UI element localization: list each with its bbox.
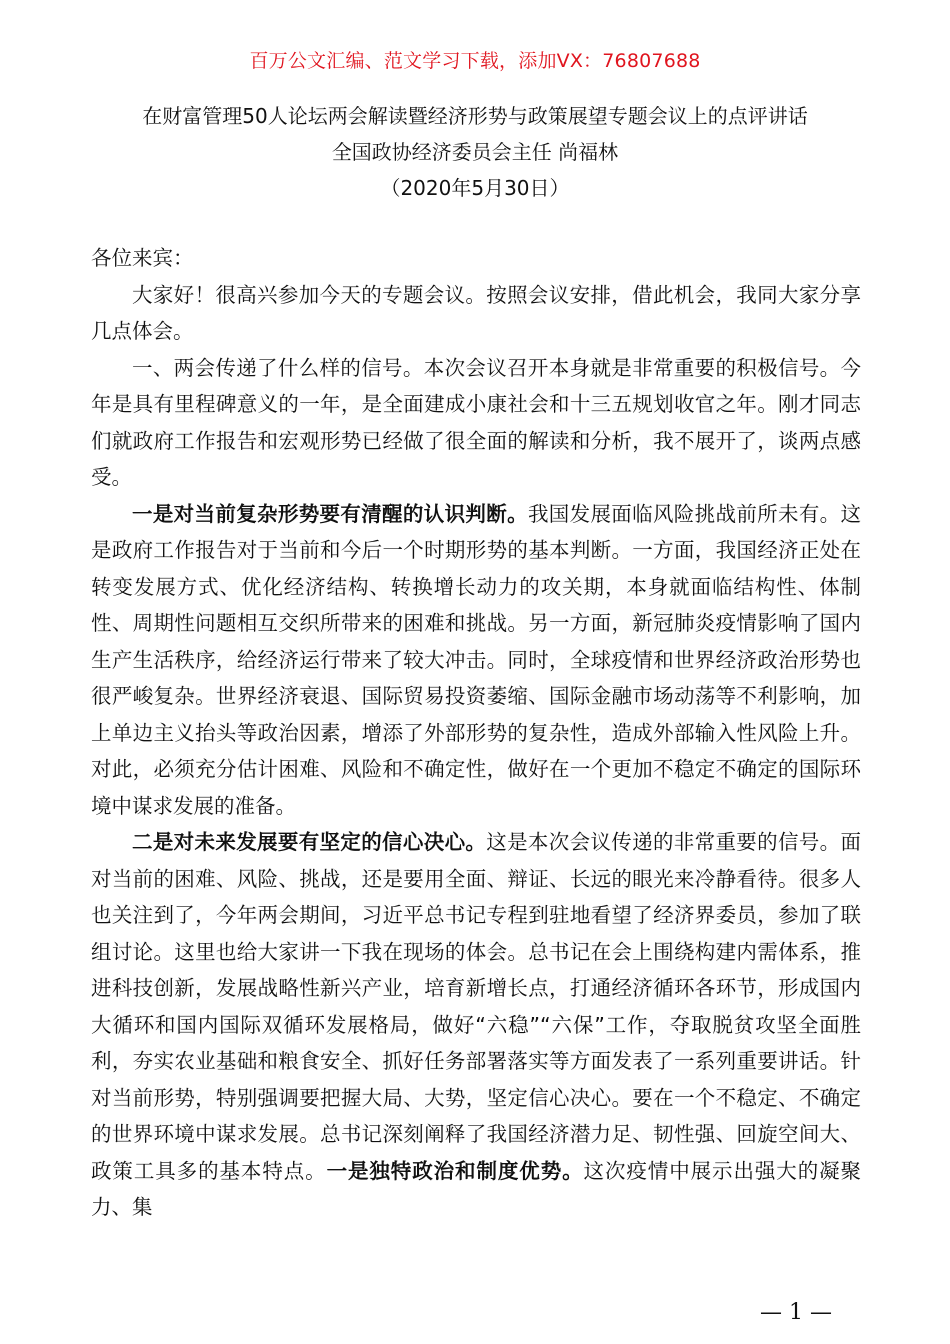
paragraph-4-text-continued: 这次疫情中展示出强大的凝聚力、集: [91, 1158, 862, 1219]
paragraph-2: 一、两会传递了什么样的信号。本次会议召开本身就是非常重要的积极信号。今年是具有里程碑意义的一年，是全面建成小康社会和十三五规划收官之年。刚才同志们就政府工作报告和宏观形势已经做了很全面的解读和分析，我不展开了，谈两点感受。: [91, 355, 861, 489]
paragraph-1: 大家好！很高兴参加今天的专题会议。按照会议安排，借此机会，我同大家分享几点体会。: [91, 282, 861, 343]
paragraph-3: [91, 496, 861, 825]
document-body: [91, 240, 861, 1226]
paragraph-3-text: 我国发展面临风险挑战前所未有。这是政府工作报告对于当前和今后一个时期形势的基本判断。一方面，我国经济正处在转变发展方式、优化经济结构、转换增长动力的攻关期，本身就面临结构性、体制性、周期性问题相互交织所带来的困难和挑战。另一方面，新冠肺炎疫情影响了国内生产生活秩序，给经济运行带来了较大冲击。同时，全球疫情和世界经济政治形势也很严峻复杂。世界经济衰退、国际贸易投资萎缩、国际金融市场动荡等不利影响，加上单边主义抬头等政治因素，增添了外部形势的复杂性，造成外部输入性风险上升。对此，必须充分估计困难、风险和不确定性，做好在一个更加不稳定不确定的国际环境中谋求发展的准备。: [91, 501, 862, 818]
page-number: — 1 —: [760, 1300, 832, 1325]
paragraph-4-text: 这是本次会议传递的非常重要的信号。面对当前的困难、风险、挑战，还是要用全面、辩证、长远的眼光来冷静看待。很多人也关注到了，今年两会期间，习近平总书记专程到驻地看望了经济界委员，参加了联组讨论。这里也给大家讲一下我在现场的体会。总书记在会上围绕构建内需体系，推进科技创新，发展战略性新兴产业，培育新增长点，打通经济循环各环节，形成国内大循环和国内国际双循环发展格局，做好“六稳”“六保”工作，夺取脱贫攻坚全面胜利，夯实农业基础和粮食安全、抓好任务部署落实等方面发表了一系列重要讲话。针对当前形势，特别强调要把握大局、大势，坚定信心决心。要在一个不稳定、不确定的世界环境中谋求发展。总书记深刻阐释了我国经济潜力足、韧性强、回旋空间大、政策工具多的基本特点。: [91, 830, 861, 1183]
paragraph-4: [91, 824, 861, 1226]
paragraph-4-subheading: 一是独特政治和制度优势。: [326, 1158, 584, 1183]
salutation: 各位来宾：: [91, 246, 194, 270]
watermark-banner: 百万公文汇编、范文学习下载，添加VX：76807688: [249, 50, 701, 72]
document-title-block: [0, 98, 950, 206]
date-line: （2020年5月30日）: [380, 176, 570, 200]
paragraph-4-heading: 二是对未来发展要有坚定的信心决心。: [132, 830, 487, 854]
document-title: 在财富管理50人论坛两会解读暨经济形势与政策展望专题会议上的点评讲话: [142, 104, 808, 128]
author-line: 全国政协经济委员会主任 尚福林: [331, 140, 619, 164]
paragraph-3-heading: 一是对当前复杂形势要有清醒的认识判断。: [132, 501, 528, 526]
